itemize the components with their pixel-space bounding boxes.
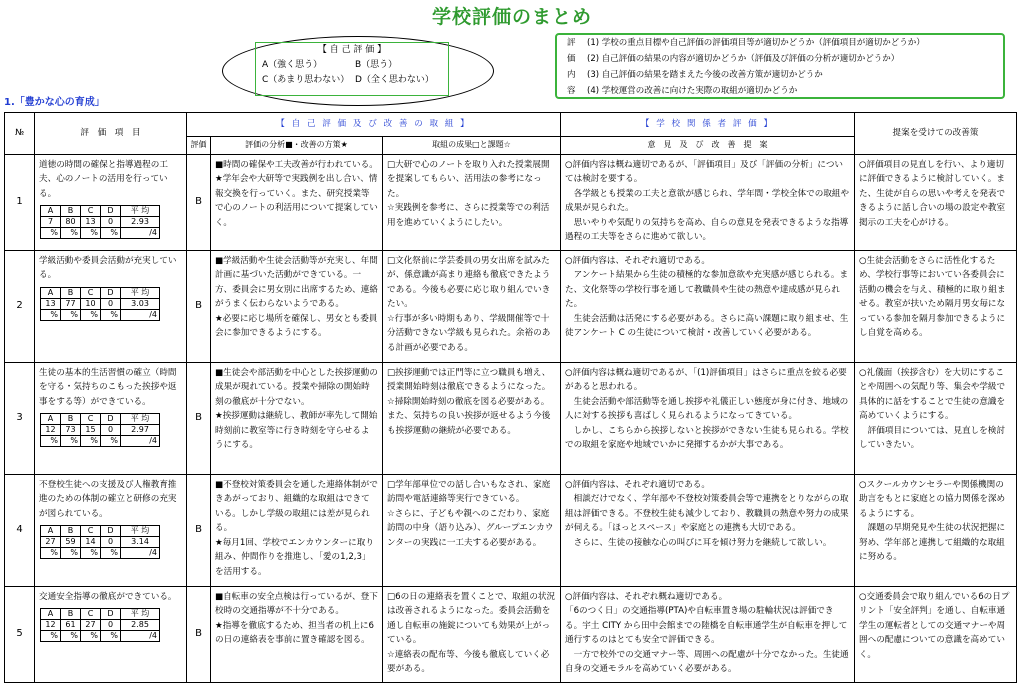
stats-unit: % [101,228,121,239]
stats-unit: % [41,436,61,447]
stats-value: 13 [41,298,61,309]
row-number: 3 [5,362,35,474]
stats-value: 0 [101,425,121,436]
stats-value: 0 [101,217,121,228]
analysis-cell: ■時間の確保や工夫改善が行われている。 ★学年会や大研等で実践例を出し合い、情報交換を行っていく。また、研究授業等で心のノートの利活用について提案していく。 [211,154,383,250]
stats-table [40,525,160,559]
item-text: 交通安全指導の徹底ができている。 [39,591,177,602]
stats-header: D [101,526,121,537]
stats-header: 平 均 [121,287,160,298]
table-row [5,250,1017,362]
stats-value: 7 [41,217,61,228]
stats-unit: % [81,309,101,320]
stats-header: C [81,414,101,425]
stats-value: 2.97 [121,425,160,436]
stats-header: A [41,287,61,298]
stats-unit: % [101,631,121,642]
item-text: 道徳の時間の確保と指導過程の工夫、心のノートの活用を行っている。 [39,159,168,199]
stats-header: A [41,526,61,537]
criteria-key: 価 [567,54,576,64]
evaluation-criteria-box [555,33,1005,99]
stats-unit: % [61,436,81,447]
stats-value: 0 [101,298,121,309]
criteria-text: (4) 学校運営の改善に向けた実際の取組が適切かどうか [587,86,798,96]
stats-unit: % [41,631,61,642]
stats-unit: % [61,228,81,239]
results-cell: □学年部単位での話し合いもなされ、家庭訪問や電話連絡等実行できている。 ☆さらに、子どもや親へのこだわり、家庭訪問の中身（語り込み）、グループエンカウンターの実践に一工夫する必要がある。 [383,474,561,586]
stats-unit: % [41,228,61,239]
page-title: 学校評価のまとめ [431,6,592,28]
header-no: № [5,113,35,155]
stats-header: D [101,414,121,425]
stats-value: 13 [81,217,101,228]
row-number: 5 [5,586,35,682]
stats-value: 77 [61,298,81,309]
header-item: 評 価 項 目 [35,113,187,155]
item-text: 生徒の基本的生活習慣の確立（時間を守る・気持ちのこもった挨拶や返事をする等）ができている。 [39,367,177,407]
results-cell: □6の日の連絡表を置くことで、取組の状況は改善されるようになった。委員会活動を通し自転車の施錠についても効果が上がっている。 ☆連絡表の配布等、今後も徹底していく必要がある。 [383,586,561,682]
header-results: 取組の成果□と課題☆ [383,137,561,155]
item-text: 不登校生徒への支援及び人権教育推進のための体制の確立と研修の充実が図られている。 [39,479,177,519]
results-cell: □挨拶運動では正門等に立つ職員も増え、授業開始時刻は徹底できるようになった。 ☆掃除開始時刻の徹底を図る必要がある。また、気持ちの良い挨拶が返せるよう今後も挨拶運動の継続が必要である。 [383,362,561,474]
item-cell [35,154,187,250]
stats-value: 0 [101,537,121,548]
stats-header: B [61,609,81,620]
stats-header: A [41,609,61,620]
stats-unit: % [81,436,101,447]
stats-value: 0 [101,620,121,631]
stats-value: 3.03 [121,298,160,309]
stats-header: B [61,287,81,298]
header-proposal: 提案を受けての改善策 [855,113,1017,155]
opinion-cell: ○評価内容は、それぞれ概ね適切である。 「6のつく日」の交通指導(PTA)や自転車置き場の駐輪状況は評価できる。宇土 CITY から田中会館までの陸橋を自転車通学生が自転車を押して通行するのはとても安全で評価できる。 一方で校外での交通マナー等、周囲への配慮が十分でなかった。生徒通自身の交通モラルを高めていく必要がある。 [561,586,855,682]
stats-unit: % [61,548,81,559]
evaluation-table [4,112,1017,683]
stats-header: C [81,526,101,537]
opinion-cell: ○評価内容は、それぞれ適切である。 アンケート結果から生徒の積極的な参加意欲や充実感が感じられる。また、文化祭等の学校行事を通して教職員や生徒の熱意や達成感が見られた。 生徒会活動は活発にする必要がある。さらに高い課題に取り組ませ、生徒アンケート C の生徒について検討・改善していく必要がある。 [561,250,855,362]
header-school-eval: 【 学 校 関 係 者 評 価 】 [561,113,855,137]
header-grade: 評価 [187,137,211,155]
item-text: 学級活動や委員会活動が充実している。 [39,255,177,280]
stats-value: 27 [81,620,101,631]
legend-b: B（思う） [355,60,398,70]
stats-header: C [81,287,101,298]
stats-value: 10 [81,298,101,309]
stats-unit: % [81,228,101,239]
stats-header: 平 均 [121,609,160,620]
stats-unit: /4 [121,436,160,447]
item-cell [35,474,187,586]
row-number: 4 [5,474,35,586]
stats-header: D [101,287,121,298]
header-self-eval: 【 自 己 評 価 及 び 改 善 の 取 組 】 [187,113,561,137]
legend-d: D（全く思わない） [355,75,434,85]
proposal-cell: ○礼儀面（挨拶含む）を大切にすることや周囲への気配り等、集会や学級で具体的に話をすることで生徒の意識を高めていくようにする。 評価項目については、見直しを検討していきたい。 [855,362,1017,474]
proposal-cell: ○スクールカウンセラーや関係機関の助言をもとに家庭との協力関係を深めるようにする。 課題の早期発見や生徒の状況把握に努め、学年部と連携して組織的な取組に努める。 [855,474,1017,586]
analysis-cell: ■自転車の安全点検は行っているが、登下校時の交通指導が不十分である。 ★指導を徹底するため、担当者の机上に6の日の連絡表を事前に置き確認を図る。 [211,586,383,682]
stats-value: 2.93 [121,217,160,228]
stats-unit: % [61,309,81,320]
grade-cell: B [187,154,211,250]
proposal-cell: ○生徒会活動をさらに活性化するため、学校行事等においてい各委員会に活動の機会を与え、積極的に取り組ませる。教室が扶いため隔月男女毎になっている参加を隔月参加できるようにし自覚を高める。 [855,250,1017,362]
analysis-cell: ■生徒会や部活動を中心とした挨拶運動の成果が現れている。授業や掃除の開始時刻の徹底が十分でない。 ★挨拶運動は継続し、教師が率先して開始時刻前に教室等に行き時刻を守らせるようにする。 [211,362,383,474]
legend-box [255,42,449,96]
stats-header: A [41,414,61,425]
grade-cell: B [187,362,211,474]
stats-value: 12 [41,620,61,631]
analysis-cell: ■学級活動や生徒会活動等が充実し、年間計画に基づいた活動ができている。一方、委員会に男女別に出席するため、連絡がうまく伝わらないようである。 ★必要に応じ場所を確保し、男女とも委員会に参加できるようにする。 [211,250,383,362]
stats-value: 2.85 [121,620,160,631]
opinion-cell: ○評価内容は概ね適切であるが、「評価項目」及び「評価の分析」については検討を要する。 各学級とも授業の工夫と意欲が感じられ、学年間・学校全体での取組や成果が見られた。 思いやりや気配りの気持ちを高め、自らの意見を発表できるような指導過程の工夫等をさらに進めて欲しい。 [561,154,855,250]
row-number: 2 [5,250,35,362]
stats-unit: % [41,309,61,320]
table-row [5,586,1017,682]
table-row [5,474,1017,586]
stats-unit: % [81,548,101,559]
stats-value: 80 [61,217,81,228]
stats-value: 12 [41,425,61,436]
legend-c: C（あまり思わない） [262,75,350,85]
stats-unit: % [81,631,101,642]
stats-value: 73 [61,425,81,436]
stats-header: A [41,206,61,217]
criteria-key: 容 [567,86,576,96]
stats-unit: /4 [121,309,160,320]
stats-value: 14 [81,537,101,548]
opinion-cell: ○評価内容は概ね適切であるが、「(1)評価項目」はさらに重点を絞る必要があると思われる。 生徒会活動や部活動等を通し挨拶や礼儀正しい態度が身に付き、地域の人に対する挨拶も喜ばしく見られるようになってきている。 しかし、こちらから挨拶しないと挨拶ができない生徒も見られる。学校での取組を家庭や地域でいかに発揮するかが大事である。 [561,362,855,474]
stats-table [40,287,160,321]
stats-unit: % [101,548,121,559]
table-row [5,362,1017,474]
stats-header: C [81,609,101,620]
table-row [5,154,1017,250]
criteria-key: 評 [567,38,576,48]
stats-header: C [81,206,101,217]
results-cell: □大研で心のノートを取り入れた授業展開を提案してもらい、活用法の参考になった。 ☆実践例を参考に、さらに授業等での利活用を進めていくようにしたい。 [383,154,561,250]
item-cell [35,362,187,474]
stats-value: 61 [61,620,81,631]
stats-table [40,608,160,642]
stats-header: 平 均 [121,206,160,217]
proposal-cell: ○交通委員会で取り組んでいる6の日プリント「安全評判」を通し、自転車通学生の運転者としての交通マナーや周囲への配慮についての意識を高めていく。 [855,586,1017,682]
stats-table [40,205,160,239]
stats-header: D [101,609,121,620]
grade-cell: B [187,474,211,586]
opinion-cell: ○評価内容は、それぞれ適切である。 相談だけでなく、学年部や不登校対策委員会等で連携をとりながらの取組は評価できる。不登校生徒も減少しており、教職員の熱意や努力の成果が伺える。「ほっとスペース」や家庭との連携も大切である。 さらに、生徒の接触な心の叫びに耳を傾け努力を継続して欲しい。 [561,474,855,586]
stats-unit: % [61,631,81,642]
section-heading: 1.「豊かな心の育成」 [4,97,105,108]
stats-unit: % [101,309,121,320]
stats-unit: /4 [121,228,160,239]
stats-header: B [61,414,81,425]
header-analysis: 評価の分析■・改善の方策★ [211,137,383,155]
stats-value: 59 [61,537,81,548]
criteria-text: (3) 自己評価の結果を踏まえた今後の改善方策が適切かどうか [587,70,823,80]
criteria-text: (2) 自己評価の結果の内容が適切かどうか（評価及び評価の分析が適切かどうか） [587,54,900,64]
stats-header: D [101,206,121,217]
stats-header: B [61,526,81,537]
item-cell [35,250,187,362]
header-opinion: 意 見 及 び 改 善 提 案 [561,137,855,155]
stats-unit: /4 [121,548,160,559]
legend-title: 【 自 己 評 価 】 [317,45,387,55]
proposal-cell: ○評価項目の見直しを行い、より適切に評価できるように検討していく。また、生徒が自らの思いや考えを発表できるように話し合いの場の設定や教室掲示の工夫を心がける。 [855,154,1017,250]
results-cell: □文化祭前に学芸委員の男女出席を試みたが、係意識が高まり連絡も徹底できたようである。今後も必要に応じ取り組んでいきたい。 ☆行事が多い時期もあり、学級開催等で十分活動できない学級も見られた。余裕のある計画が必要である。 [383,250,561,362]
stats-unit: % [101,436,121,447]
legend-a: A（強く思う） [262,60,323,70]
analysis-cell: ■不登校対策委員会を通した連絡体制ができあがっており、組織的な取組はできている。しかし学級の取組には差が見られる。 ★毎月1回、学校でエンカウンターに取り組み、仲間作りを推進し、「愛の1,2,3」を活用する。 [211,474,383,586]
row-number: 1 [5,154,35,250]
stats-unit: % [41,548,61,559]
stats-value: 15 [81,425,101,436]
stats-header: B [61,206,81,217]
criteria-key: 内 [567,70,576,80]
item-cell [35,586,187,682]
stats-value: 3.14 [121,537,160,548]
stats-header: 平 均 [121,414,160,425]
grade-cell: B [187,250,211,362]
grade-cell: B [187,586,211,682]
criteria-text: (1) 学校の重点目標や自己評価の評価項目等が適切かどうか（評価項目が適切かどうか） [587,38,925,48]
stats-header: 平 均 [121,526,160,537]
stats-unit: /4 [121,631,160,642]
stats-value: 27 [41,537,61,548]
stats-table [40,413,160,447]
